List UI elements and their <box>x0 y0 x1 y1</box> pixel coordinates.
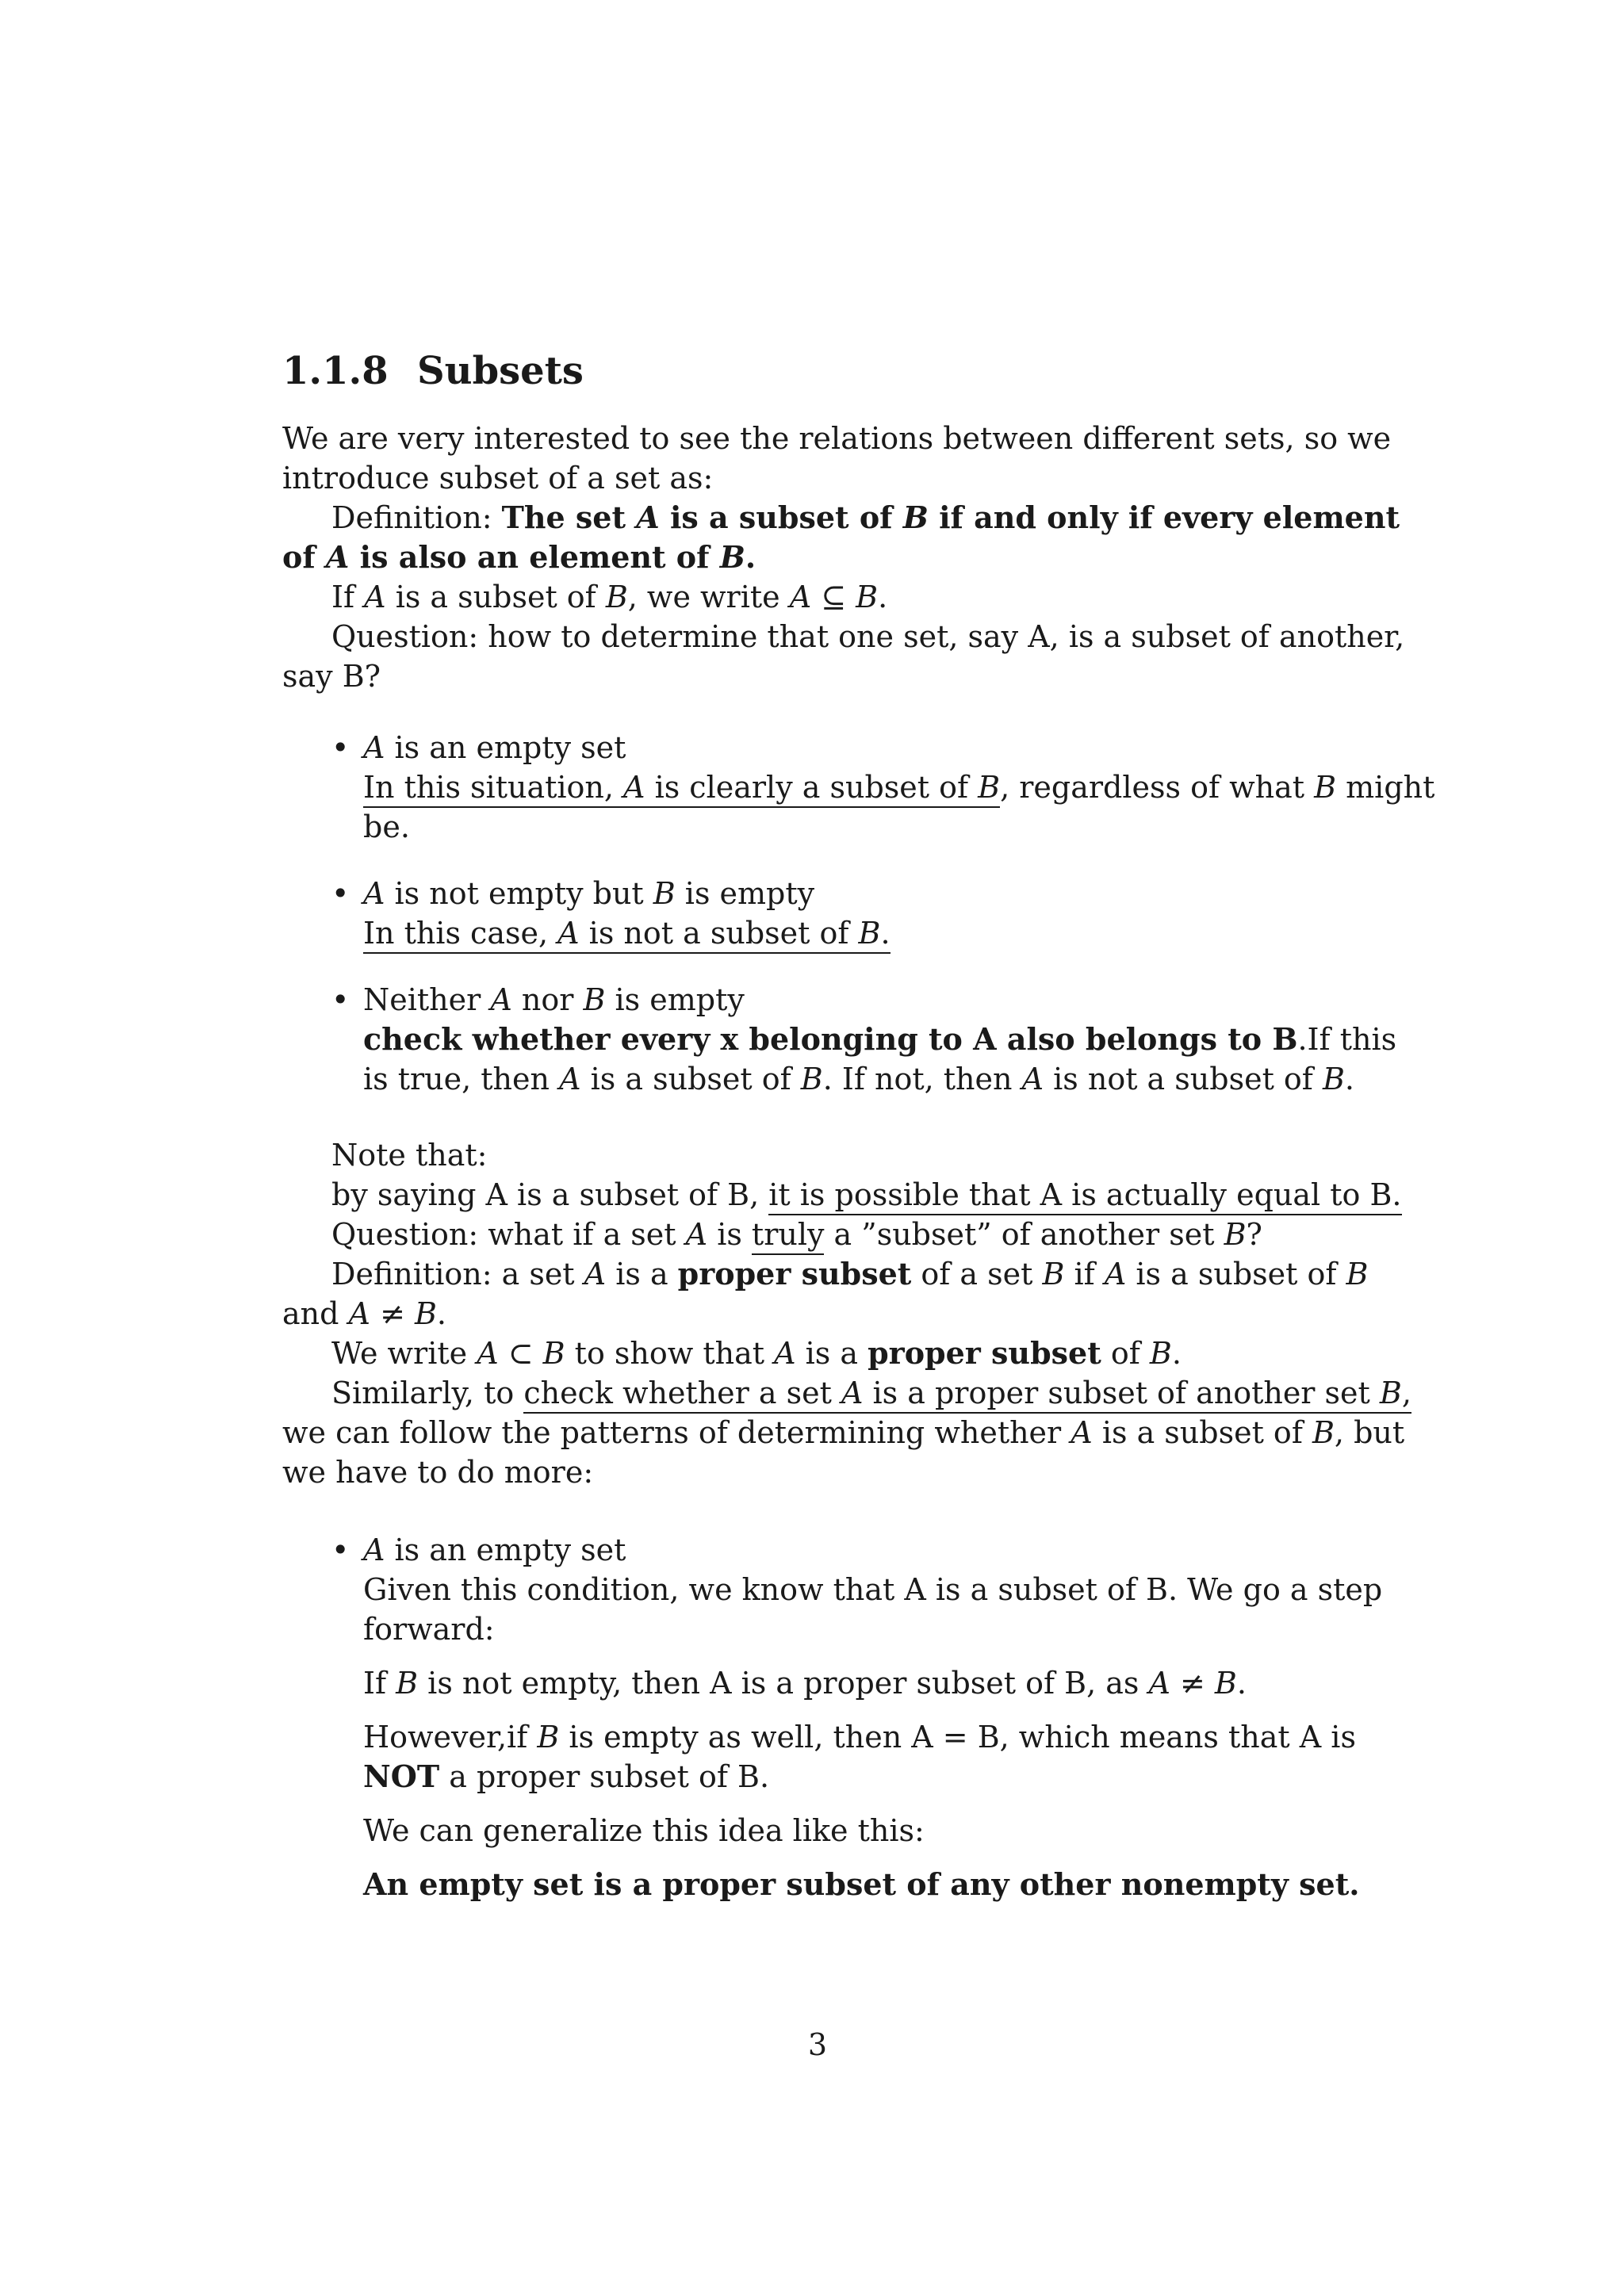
definition-line-2: of A is also an element of B. <box>282 539 756 575</box>
section-heading <box>282 347 584 395</box>
intro-line-1: We are very interested to see the relations between different sets, so we <box>282 421 1392 456</box>
page-number: 3 <box>807 2027 828 2062</box>
bullet-icon: • <box>331 1533 350 1567</box>
intro-line-2: introduce subset of a set as: <box>282 461 714 496</box>
definition-subset <box>282 498 1400 577</box>
note-paragraph: Note that: by saying A is a subset of B, it is possible that A is actually equal to B. <box>282 1135 1353 1215</box>
bullet-icon: • <box>331 982 350 1017</box>
bullet-icon: • <box>331 876 350 911</box>
question-2: Question: what if a set A is truly a ”subset” of another set B? <box>282 1215 1353 1254</box>
notation-proper-subset: We write A ⊂ B to show that A is a proper subset of B. <box>331 1335 1182 1371</box>
question-1: Question: how to determine that one set, say A, is a subset of another, say B? <box>282 619 1405 694</box>
bullet-icon: • <box>331 730 350 765</box>
section-number: 1.1.8 <box>282 349 389 393</box>
notation-subset: If A is a subset of B, we write A ⊆ B. <box>331 580 888 614</box>
document-page: 1.1.8 Subsets We are very interested to see the relations between different sets, so we introduce subset of a set as: Definition: The set A is a subset of B if and only if every element of A is also an element of B. If A is a subset of B, we write A ⊆ B. Question: how to determine that one set, say A, is a subset of another, say B? • A is an empty set In this situation, A is clearly a subset of B, regardless of what B might be. • A is not empty but B is empty In this case, A is not a subset of B. • Neither A nor B is empty check whether every x belonging to A also belongs to B.If this is true, then A is a subset of B. If not, then A is not a subset of B. Note that: by saying A is a subset of B, it is possible that A is actually equal to B. Question: what if a set A is truly a ”subset” of another set B? Definition: a set A is a proper subset of a set B if A is a subset of B and A ≠ B. We write A ⊂ B to show that A is a proper subset of B. Similarly, to check whether a set A is a proper subset of another set B, we can follow the patterns of determining whether A is a subset of B, but we have to do more: • A is an empty set Given this condition, we know that A is a subset of B. We go a step forward: If B is not empty, then A is a proper subset of B, as A ≠ B. However,if B is empty as well, then A = B, which means that A is NOT a proper subset of B. We can generalize this idea like this: An empty set is a proper subset of any other nonempty set. 3 <box>282 0 1353 2296</box>
similarly-paragraph: Similarly, to check whether a set A is a proper subset of another set B, we can follow the patterns of determining whether A is a subset of B, but we have to do more: <box>282 1376 1411 1490</box>
intro-paragraph <box>282 419 1392 498</box>
definition-proper-subset: Definition: a set A is a proper subset of a set B if A is a subset of B and A ≠ B. <box>282 1256 1369 1331</box>
definition-line-1: Definition: The set A is a subset of B if and only if every element <box>331 499 1400 535</box>
section-title: Subsets <box>417 349 584 393</box>
